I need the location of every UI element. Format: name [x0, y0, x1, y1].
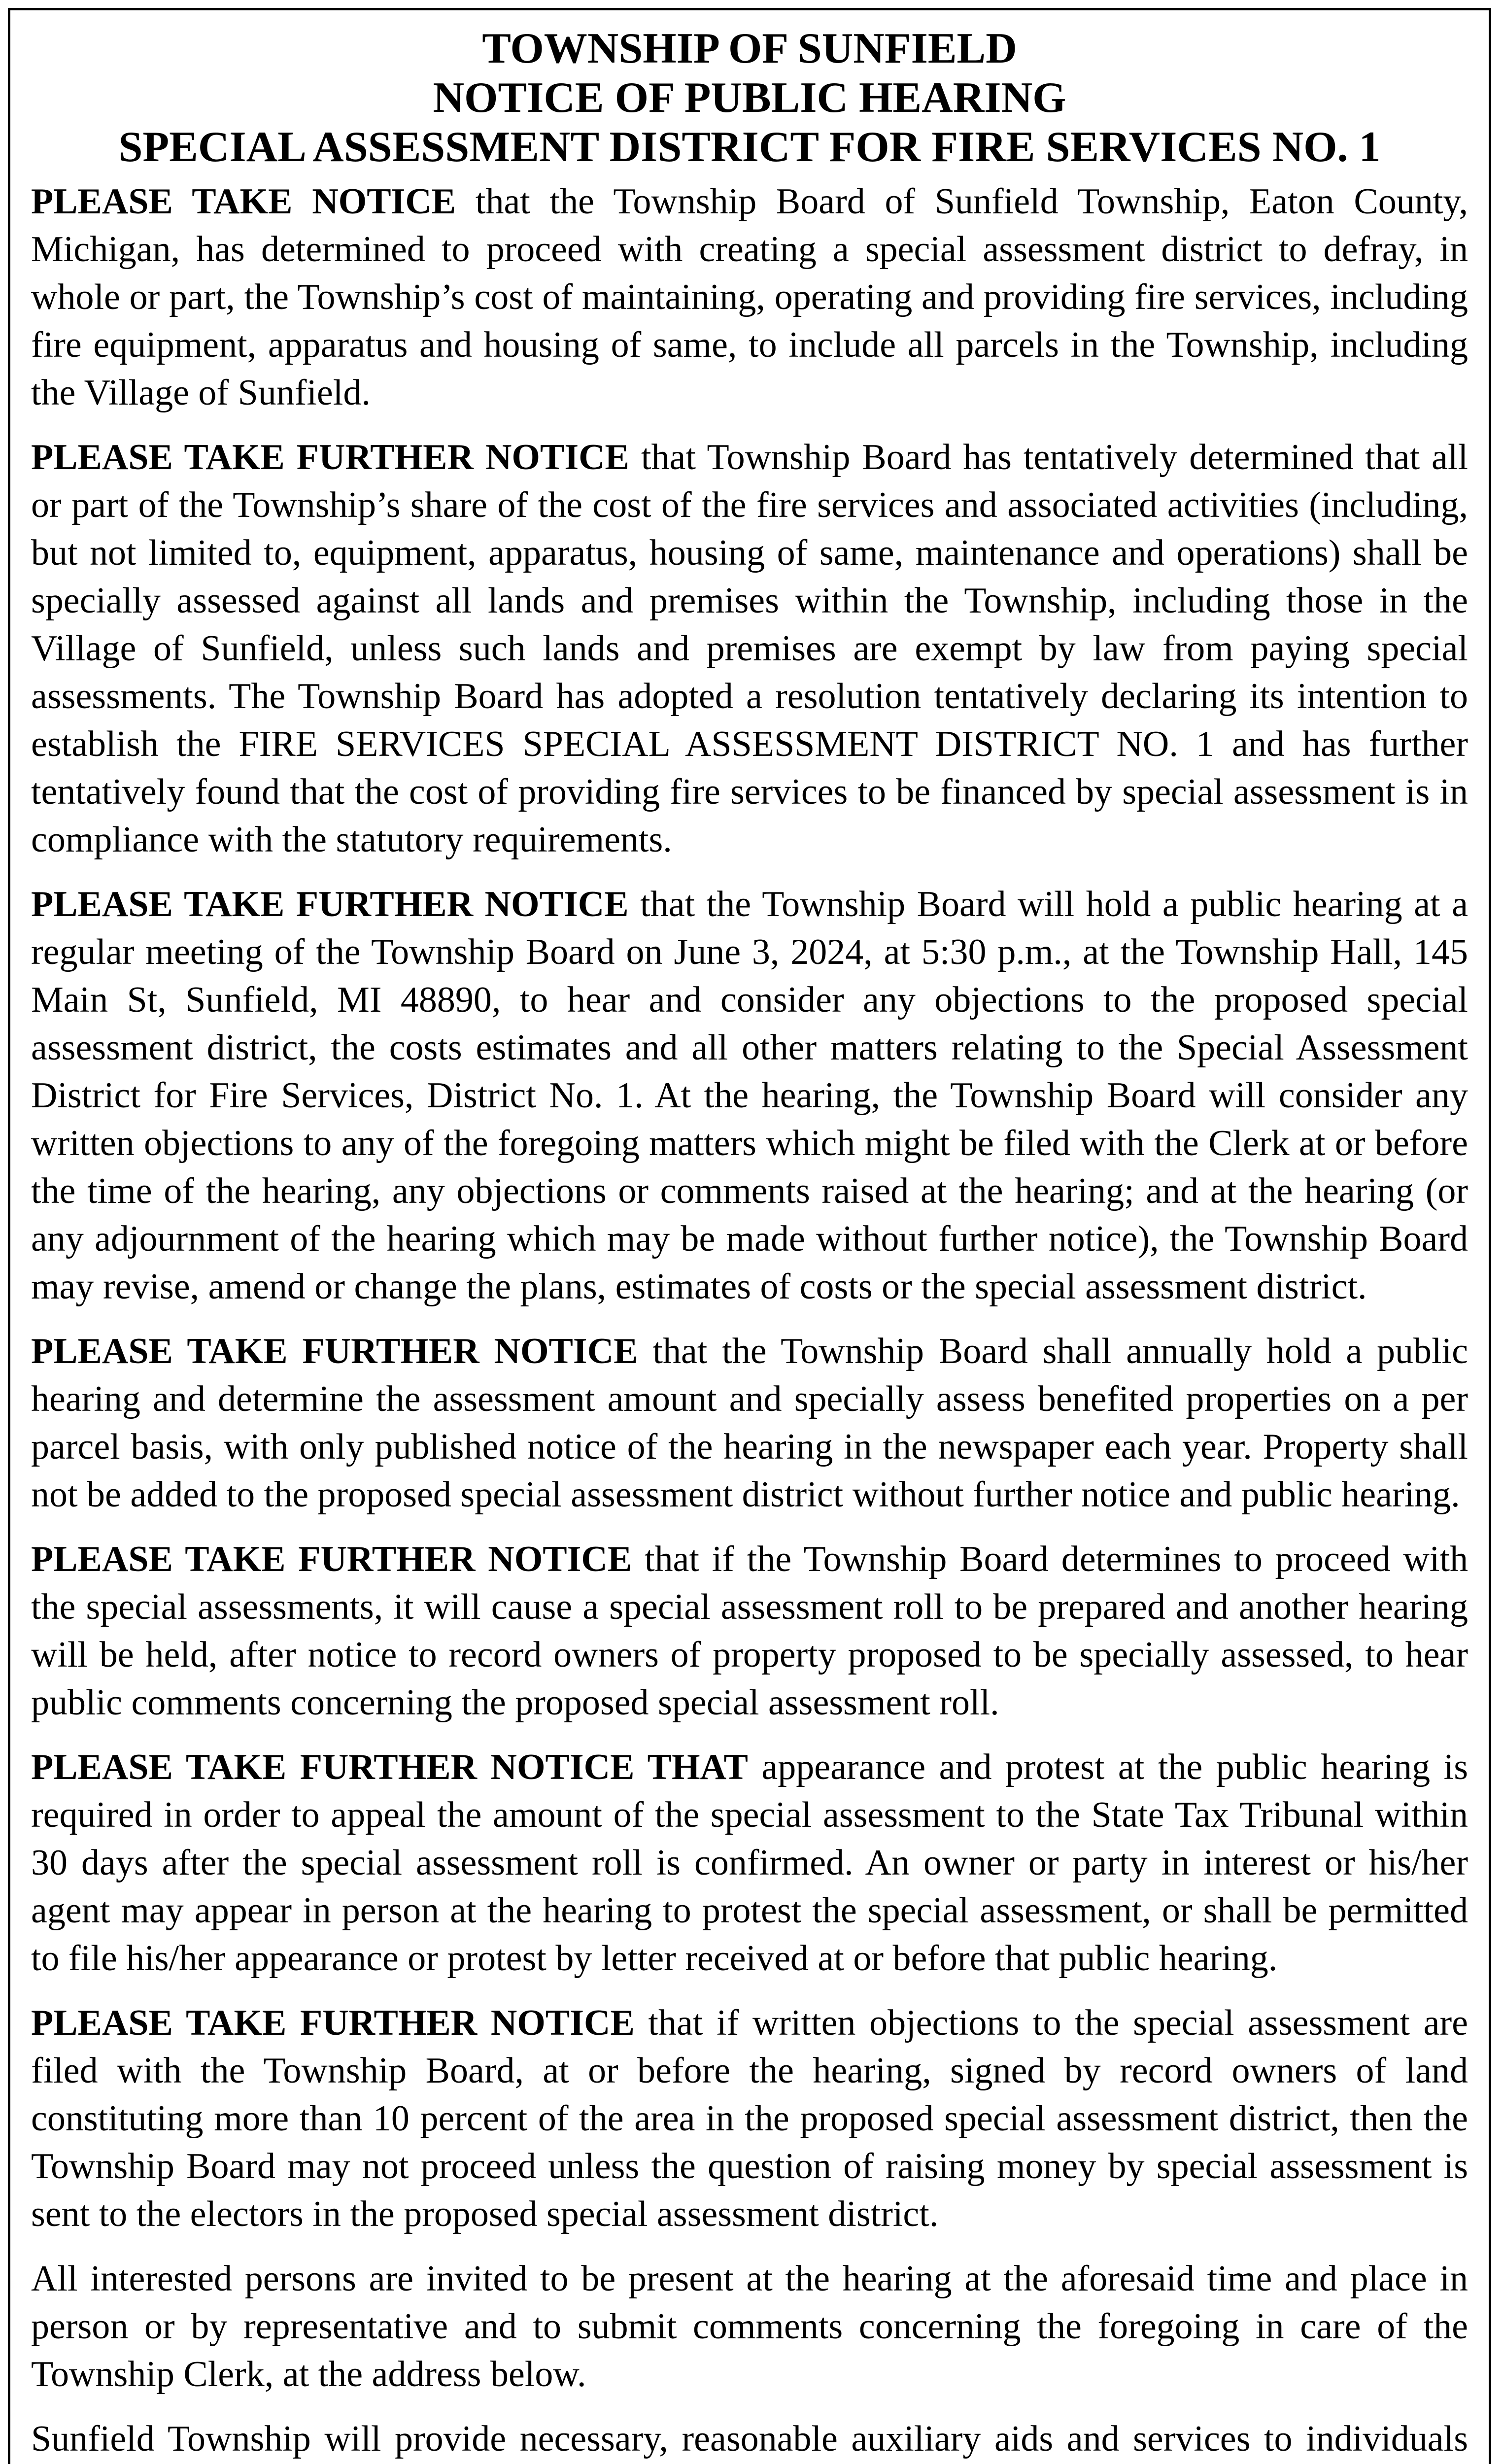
paragraph: [31, 1536, 1468, 1727]
paragraph-text: Sunfield Township will provide necessary, reasonable auxiliary aids and services to individuals: [31, 2419, 1468, 2459]
paragraph: [31, 1328, 1468, 1519]
header-district: SPECIAL ASSESSMENT DISTRICT FOR FIRE SERVICES NO. 1: [118, 123, 1381, 171]
paragraph-text: that if the Township Board determines to proceed with the special assessments, it will cause a special assessment roll to be prepared and another hearing will be held, after notice to record owners of property proposed to be specially assessed, to hear public comments concerning the proposed special assessment roll.: [31, 1539, 1468, 1723]
paragraph-lead: PLEASE TAKE NOTICE: [31, 181, 456, 222]
paragraph: [31, 434, 1468, 864]
paragraph: [31, 881, 1468, 1311]
paragraph-lead: PLEASE TAKE FURTHER NOTICE: [31, 437, 629, 478]
paragraph-text: that the Township Board of Sunfield Township, Eaton County, Michigan, has determined to proceed with creating a special assessment district to defray, in whole or part, the Township’s cost of maintaining, operating and providing fire services, including fire equipment, apparatus and housing of same, to include all parcels in the Township, including the Village of Sunfield.: [31, 181, 1468, 413]
paragraph-text: that if written objections to the special assessment are filed with the Township Board, at or before the hearing, signed by record owners of land constituting more than 10 percent of the area in the proposed special assessment district, then the Township Board may not proceed unless the question of raising money by special assessment is sent to the electors in the proposed special assessment district.: [31, 2003, 1468, 2234]
paragraph: [31, 178, 1468, 417]
paragraph-text: that the Township Board will hold a public hearing at a regular meeting of the Township Board on June 3, 2024, at 5:30 p.m., at the Township Hall, 145 Main St, Sunfield, MI 48890, to hear and consider any objections to the proposed special assessment district, the costs estimates and all other matters relating to the Special Assessment District for Fire Services, District No. 1. At the hearing, the Township Board will consider any written objections to any of the foregoing matters which might be filed with the Clerk at or before the time of the hearing, any objections or comments raised at the hearing; and at the hearing (or any adjournment of the hearing which may be made without further notice), the Township Board may revise, amend or change the plans, estimates of costs or the special assessment district.: [31, 884, 1469, 1307]
paragraph-text: that the Township Board shall annually hold a public hearing and determine the assessment amount and specially assess benefited properties on a per parcel basis, with only published notice of the hearing in the newspaper each year. Property shall not be added to the proposed special assessment district without further notice and public hearing.: [31, 1331, 1468, 1515]
notice-body: [31, 178, 1468, 2464]
header-notice-type: NOTICE OF PUBLIC HEARING: [433, 74, 1066, 122]
paragraph: [31, 2255, 1468, 2398]
paragraph-lead: PLEASE TAKE FURTHER NOTICE: [31, 884, 629, 924]
paragraph: [31, 1744, 1468, 1983]
paragraph-text: All interested persons are invited to be present at the hearing at the aforesaid time and place in person or by representative and to submit comments concerning the foregoing in care of the Township Clerk, at the address below.: [31, 2259, 1468, 2395]
header-township: TOWNSHIP OF SUNFIELD: [482, 25, 1017, 72]
paragraph-lead: PLEASE TAKE FURTHER NOTICE: [31, 1331, 638, 1371]
paragraph-lead: PLEASE TAKE FURTHER NOTICE THAT: [31, 1747, 748, 1787]
public-notice: [8, 8, 1491, 2464]
paragraph-lead: PLEASE TAKE FURTHER NOTICE: [31, 2003, 635, 2043]
paragraph-text: appearance and protest at the public hearing is required in order to appeal the amount of the special assessment to the State Tax Tribunal within 30 days after the special assessment roll is confirmed. An owner or party in interest or his/her agent may appear in person at the hearing to protest the special assessment, or shall be permitted to file his/her appearance or protest by letter received at or before that public hearing.: [31, 1747, 1469, 1979]
paragraph-text: that Township Board has tentatively determined that all or part of the Township’s share of the cost of the fire services and associated activities (including, but not limited to, equipment, apparatus, housing of same, maintenance and operations) shall be specially assessed against all lands and premises within the Township, including those in the Village of Sunfield, unless such lands and premises are exempt by law from paying special assessments. The Township Board has adopted a resolution tentatively declaring its intention to establish the FIRE SERVICES SPECIAL ASSESSMENT DISTRICT NO. 1 and has further tentatively found that the cost of providing fire services to be financed by special assessment is in compliance with the statutory requirements.: [31, 437, 1469, 860]
paragraph: [31, 1999, 1468, 2238]
notice-header: [10, 24, 1489, 172]
paragraph: [31, 2415, 1468, 2464]
paragraph-lead: PLEASE TAKE FURTHER NOTICE: [31, 1539, 632, 1579]
